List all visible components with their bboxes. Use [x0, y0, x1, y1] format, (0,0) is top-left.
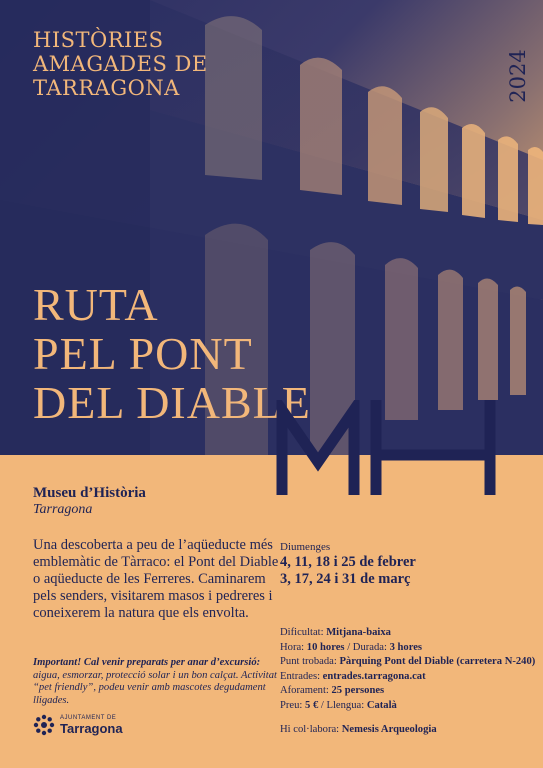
year: 2024 — [506, 49, 530, 103]
duration-value: 3 hores — [389, 641, 423, 653]
city-emblem-icon — [33, 714, 55, 736]
capacity-value: 25 persones — [331, 685, 385, 697]
city-logo-big: Tarragona — [60, 720, 123, 736]
city-logo-small: AJUNTAMENT DE — [60, 714, 117, 721]
meeting-label: Punt trobada: — [280, 656, 340, 668]
tickets-line — [280, 670, 535, 685]
city-logo — [33, 714, 123, 736]
schedule-label: Diumenges — [280, 541, 331, 553]
language-label: / Llengua: — [318, 699, 367, 711]
important-lead: Important! Cal venir preparats per anar d’excursió: — [33, 657, 261, 668]
meeting-value: Pàrquing Pont del Diable (carretera N-240) — [339, 656, 536, 668]
event-title — [33, 280, 311, 427]
title-line-1: RUTA — [33, 279, 159, 330]
museum-heading — [33, 484, 146, 518]
collaborator — [280, 724, 437, 735]
price-value: 5 € — [305, 699, 319, 711]
dates-february: 4, 11, 18 i 25 de febrer — [280, 554, 416, 570]
capacity-label: Aforament: — [280, 685, 332, 697]
price-line — [280, 699, 535, 714]
schedule — [280, 540, 416, 588]
time-label: Hora: — [280, 641, 307, 653]
difficulty-line — [280, 626, 535, 641]
title-line-2: PEL PONT — [33, 328, 253, 379]
meeting-line — [280, 655, 535, 670]
museum-city: Tarragona — [33, 502, 93, 517]
details — [280, 626, 535, 714]
museum-logo-mh — [276, 400, 506, 495]
duration-label: / Durada: — [344, 641, 390, 653]
price-label: Preu: — [280, 699, 306, 711]
capacity-line — [280, 684, 535, 699]
tickets-link[interactable]: entrades.tarragona.cat — [322, 670, 426, 682]
title-line-3: DEL DIABLE — [33, 377, 311, 428]
series-line-3: TARRAGONA — [33, 76, 180, 100]
tickets-label: Entrades: — [280, 670, 323, 682]
series-title — [33, 28, 208, 100]
collab-label: Hi col·labora: — [280, 724, 342, 735]
series-line-2: AMAGADES DE — [33, 52, 208, 76]
intro-text: Una descoberta a peu de l’aqüeducte més emblemàtic de Tàrraco: el Pont del Diable o aqüeducte de les Ferreres. Caminarem pels senders, visitarem masos i pedreres i coneixerem la natura que els envolta. — [33, 537, 279, 621]
difficulty-label: Dificultat: — [280, 627, 327, 638]
difficulty-value: Mitjana-baixa — [326, 627, 391, 638]
museum-name: Museu d’Història — [33, 485, 146, 501]
collab-name: Nemesis Arqueologia — [341, 724, 437, 735]
series-line-1: HISTÒRIES — [33, 28, 164, 52]
important-text: aigua, esmorzar, protecció solar i un bon calçat. Activitat “pet friendly”, podeu venir amb mascotes degudament lligades. — [33, 669, 277, 706]
important-note — [33, 657, 283, 707]
dates-march: 3, 17, 24 i 31 de març — [280, 571, 411, 587]
time-line — [280, 641, 535, 656]
time-value: 10 hores — [306, 641, 345, 653]
language-value: Català — [366, 699, 397, 711]
